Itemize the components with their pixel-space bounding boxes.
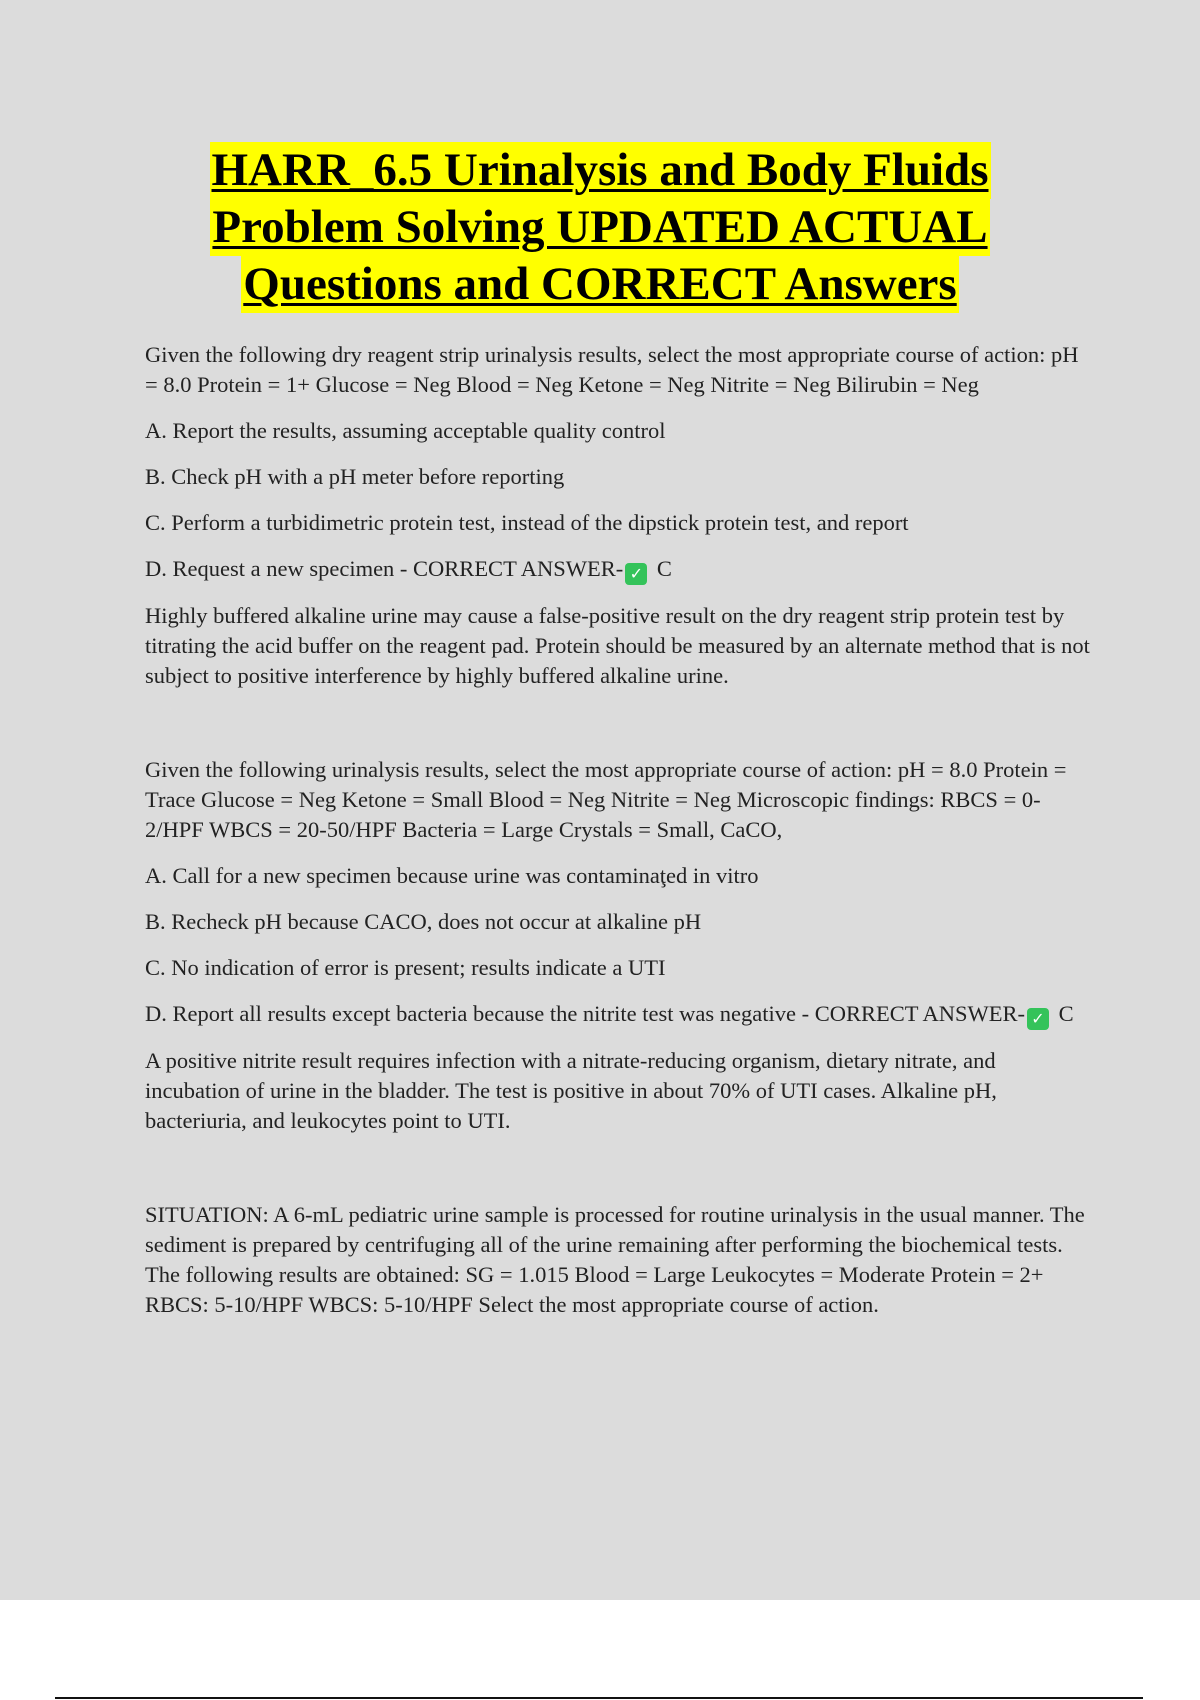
footer-rule [55,1697,1143,1699]
question-2-stem: Given the following urinalysis results, select the most appropriate course of action: pH = 8.0 Protein = Trace Glucose = Neg Ketone = Small Blood = Neg Nitrite = Neg Microscopic findings: RBCS = 0-2/HPF WBCS = 20-50/HPF Bacteria = Large Crystals = Small, CaCO, [145,757,1067,842]
question-1-option-c: C. Perform a turbidimetric protein test, instead of the dipstick protein test, and report [145,510,909,535]
check-icon: ✓ [1027,1008,1049,1030]
check-icon: ✓ [625,563,647,585]
question-3-stem: SITUATION: A 6-mL pediatric urine sample is processed for routine urinalysis in the usual manner. The sediment is prepared by centrifuging all of the urine remaining after performing the biochemical tests. The following results are obtained: SG = 1.015 Blood = Large Leukocytes = Moderate Protein = 2+ RBCS: 5-10/HPF WBCS: 5-10/HPF Select the most appropriate course of action. [145,1202,1085,1317]
question-2-option-d-text: D. Report all results except bacteria because the nitrite test was negative - CORRECT ANSWER- [145,1001,1025,1026]
question-1-option-d [145,554,1090,585]
question-2-option-a: A. Call for a new specimen because urine was contaminaţed in vitro [145,863,759,888]
question-2-explanation: A positive nitrite result requires infection with a nitrate-reducing organism, dietary nitrate, and incubation of urine in the bladder. The test is positive in about 70% of UTI cases. Alkaline pH, bacteriuria, and leukocytes point to UTI. [145,1048,997,1133]
question-1-answer: C [656,556,672,581]
question-1-stem: Given the following dry reagent strip urinalysis results, select the most appropriate course of action: pH = 8.0 Protein = 1+ Glucose = Neg Blood = Neg Ketone = Neg Nitrite = Neg Bilirubin = Neg [145,342,1079,397]
title-line-2: Problem Solving UPDATED ACTUAL [210,199,989,256]
title-line-1: HARR_6.5 Urinalysis and Body Fluids [210,142,991,199]
question-2-answer: C [1058,1001,1074,1026]
question-1-explanation: Highly buffered alkaline urine may cause a false-positive result on the dry reagent strip protein test by titrating the acid buffer on the reagent pad. Protein should be measured by an alternate method that is not subject to positive interference by highly buffered alkaline urine. [145,603,1090,688]
question-1-option-d-text: D. Request a new specimen - CORRECT ANSWER- [145,556,624,581]
question-2-option-c: C. No indication of error is present; results indicate a UTI [145,955,666,980]
question-1-option-b: B. Check pH with a pH meter before reporting [145,464,565,489]
question-2-option-b: B. Recheck pH because CACO, does not occur at alkaline pH [145,909,702,934]
question-1-option-a: A. Report the results, assuming acceptable quality control [145,418,666,443]
document-body [145,340,1090,1336]
document-title [0,142,1200,313]
question-2-option-d [145,999,1090,1030]
title-line-3: Questions and CORRECT Answers [241,256,958,313]
